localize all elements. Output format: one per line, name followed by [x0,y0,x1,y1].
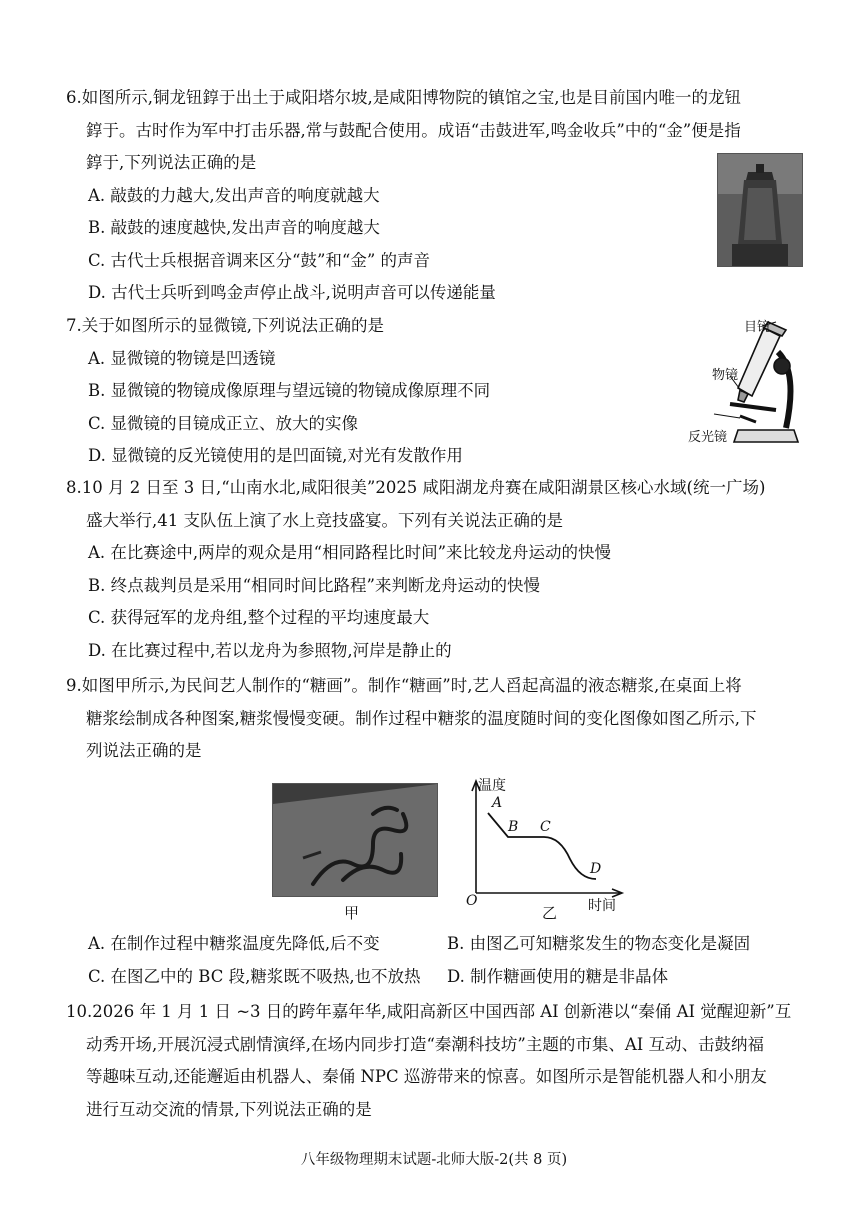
x-axis-label: 时间 [588,898,616,914]
point-d-label: D [590,861,602,877]
q7-stem: 7.关于如图所示的显微镜,下列说法正确的是 [66,316,384,335]
point-b-label: B [508,819,519,835]
eyepiece-label: 目镜 [744,320,771,335]
q10-stem-line-3: 等趣味互动,还能邂逅由机器人、秦俑 NPC 巡游带来的惊喜。如图所示是智能机器人和小朋友 [86,1067,767,1086]
q9-option-c[interactable]: C. 在图乙中的 BC 段,糖浆既不吸热,也不放热 [88,966,421,986]
chunyu-photo [717,153,803,267]
y-axis-label: 温度 [478,778,506,794]
q9-option-a[interactable]: A. 在制作过程中糖浆温度先降低,后不变 [88,934,380,953]
objective-label: 物镜 [712,368,739,383]
q10-stem-line-4: 进行互动交流的情景,下列说法正确的是 [86,1099,372,1119]
sugar-dragon-illustration [273,784,437,896]
question-8 [66,472,806,667]
microscope-diagram [686,312,806,452]
q9-stem-line-3: 列说法正确的是 [86,741,202,760]
sugar-painting-photo [272,783,438,897]
q8-option-c[interactable]: C. 获得冠军的龙舟组,整个过程的平均速度最大 [88,608,430,627]
q8-option-a[interactable]: A. 在比赛途中,两岸的观众是用“相同路程比时间”来比较龙舟运动的快慢 [88,543,612,562]
q6-option-d[interactable]: D. 古代士兵听到鸣金声停止战斗,说明声音可以传递能量 [88,283,496,302]
q6-stem-line-1: 6.如图所示,铜龙钮錞于出土于咸阳塔尔坡,是咸阳博物院的镇馆之宝,也是目前国内唯一的龙钮 [66,88,741,107]
q9-options-row-2 [66,961,806,994]
q9-stem-line-1: 9.如图甲所示,为民间艺人制作的“糖画”。制作“糖画”时,艺人舀起高温的液态糖浆,在桌面上将 [66,676,742,695]
q9-option-d[interactable]: D. 制作糖画使用的糖是非晶体 [447,966,669,986]
q7-option-c[interactable]: C. 显微镜的目镜成正立、放大的实像 [88,413,359,433]
q8-option-b[interactable]: B. 终点裁判员是采用“相同时间比路程”来判断龙舟运动的快慢 [88,575,540,595]
q8-stem-line-2: 盛大举行,41 支队伍上演了水上竞技盛宴。下列有关说法正确的是 [86,510,563,530]
q9-option-b[interactable]: B. 由图乙可知糖浆发生的物态变化是凝固 [447,934,751,953]
chunyu-illustration [718,154,802,266]
q7-option-a[interactable]: A. 显微镜的物镜是凹透镜 [88,348,276,368]
q6-stem-line-3: 錞于,下列说法正确的是 [86,153,257,172]
q9-options [66,928,806,993]
question-9 [66,670,806,768]
figure-yi-label: 乙 [542,904,558,922]
q10-stem-line-1: 10.2026 年 1 月 1 日 ~3 日的跨年嘉年华,咸阳高新区中国西部 AI 创新港以“秦俑 AI 觉醒迎新”互 [66,1002,792,1021]
q6-option-c[interactable]: C. 古代士兵根据音调来区分“鼓”和“金” 的声音 [88,250,431,270]
q6-option-b[interactable]: B. 敲鼓的速度越快,发出声音的响度越大 [88,218,380,237]
point-c-label: C [540,819,551,835]
question-6 [66,82,806,310]
q8-stem-line-1: 8.10 月 2 日至 3 日,“山南水北,咸阳很美”2025 咸阳湖龙舟赛在咸阳湖景区核心水域(统一广场) [66,478,766,497]
q6-stem-line-2: 錞于。古时作为军中打击乐器,常与鼓配合使用。成语“击鼓进军,鸣金收兵”中的“金”便是指 [86,120,741,140]
figure-jia-label: 甲 [344,904,360,922]
question-10 [66,996,806,1126]
q7-option-d[interactable]: D. 显微镜的反光镜使用的是凹面镜,对光有发散作用 [88,446,463,465]
point-a-label: A [492,795,503,811]
q7-option-b[interactable]: B. 显微镜的物镜成像原理与望远镜的物镜成像原理不同 [88,381,491,400]
q9-stem-line-2: 糖浆绘制成各种图案,糖浆慢慢变硬。制作过程中糖浆的温度随时间的变化图像如图乙所示,下 [86,708,757,728]
origin-label: O [466,893,478,909]
q8-option-d[interactable]: D. 在比赛过程中,若以龙舟为参照物,河岸是静止的 [88,640,452,660]
mirror-label: 反光镜 [688,430,728,445]
q10-stem-line-2: 动秀开场,开展沉浸式剧情演绎,在场内同步打造“秦潮科技坊”主题的市集、AI 互动、击鼓纳福 [86,1034,765,1054]
q9-options-row-1 [66,928,806,961]
q6-option-a[interactable]: A. 敲鼓的力越大,发出声音的响度就越大 [88,185,380,205]
page-footer: 八年级物理期末试题-北师大版-2(共 8 页) [300,1152,568,1168]
